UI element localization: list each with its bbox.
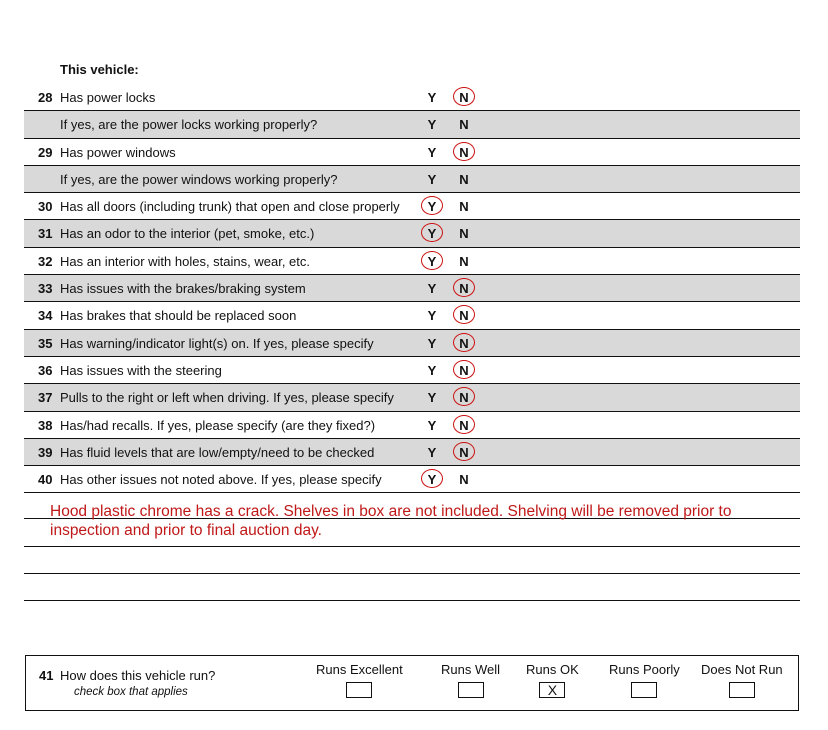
question-list bbox=[24, 84, 800, 493]
option-checkbox[interactable] bbox=[458, 682, 484, 698]
yes-option[interactable]: Y bbox=[427, 144, 437, 160]
question-number: 41 bbox=[39, 668, 54, 683]
yes-option[interactable]: Y bbox=[422, 226, 442, 241]
question-number: 29 bbox=[38, 144, 53, 160]
section-heading: This vehicle: bbox=[60, 62, 139, 77]
option-checkbox[interactable] bbox=[729, 682, 755, 698]
no-option[interactable]: N bbox=[459, 472, 469, 488]
question-number: 36 bbox=[38, 362, 53, 378]
yes-option[interactable]: Y bbox=[427, 117, 437, 133]
handwritten-notes[interactable]: Hood plastic chrome has a crack. Shelves in box are not included. Shelving will be removed prior to inspection and prior to final auction day. bbox=[50, 503, 732, 539]
no-option[interactable]: N bbox=[454, 445, 474, 460]
option-label: Runs Well bbox=[441, 662, 501, 677]
question-row bbox=[24, 193, 800, 220]
no-option[interactable]: N bbox=[454, 281, 474, 296]
question-row bbox=[24, 166, 800, 193]
question-text: Has an interior with holes, stains, wear, etc. bbox=[60, 253, 311, 269]
question-number: 28 bbox=[38, 90, 53, 105]
question-text: How does this vehicle run? bbox=[60, 668, 216, 683]
note-line bbox=[24, 547, 800, 574]
yes-option[interactable]: Y bbox=[427, 390, 437, 406]
question-number: 40 bbox=[38, 472, 53, 488]
question-row bbox=[24, 220, 800, 247]
yes-option[interactable]: Y bbox=[427, 281, 437, 297]
question-text: Has warning/indicator light(s) on. If yes, please specify bbox=[60, 335, 374, 351]
question-row bbox=[24, 384, 800, 411]
question-text: Has/had recalls. If yes, please specify (are they fixed?) bbox=[60, 417, 376, 433]
option-runs-excellent bbox=[316, 662, 403, 701]
option-checkbox[interactable] bbox=[346, 682, 372, 698]
option-label: Runs Excellent bbox=[316, 662, 403, 677]
question-number: 35 bbox=[38, 335, 53, 351]
no-option[interactable]: N bbox=[454, 363, 474, 378]
yes-option[interactable]: Y bbox=[422, 472, 442, 487]
yes-option[interactable]: Y bbox=[427, 90, 437, 105]
option-does-not-run bbox=[701, 662, 783, 701]
question-text: Has all doors (including trunk) that open and close properly bbox=[60, 199, 400, 215]
question-number: 38 bbox=[38, 417, 53, 433]
question-row bbox=[24, 302, 800, 329]
yes-option[interactable]: Y bbox=[427, 362, 437, 378]
yes-option[interactable]: Y bbox=[427, 335, 437, 351]
no-option[interactable]: N bbox=[459, 199, 469, 215]
no-option[interactable]: N bbox=[454, 145, 474, 160]
option-checkbox[interactable]: X bbox=[539, 682, 565, 698]
question-number: 37 bbox=[38, 390, 53, 406]
question-hint: check box that applies bbox=[74, 686, 188, 698]
yes-option[interactable]: Y bbox=[427, 171, 437, 187]
yes-option[interactable]: Y bbox=[427, 417, 437, 433]
question-row bbox=[24, 412, 800, 439]
no-option[interactable]: N bbox=[459, 253, 469, 269]
question-number: 39 bbox=[38, 444, 53, 460]
question-text: Has other issues not noted above. If yes, please specify bbox=[60, 472, 382, 488]
option-label: Runs Poorly bbox=[609, 662, 680, 677]
question-text: Has brakes that should be replaced soon bbox=[60, 308, 297, 324]
question-row bbox=[24, 84, 800, 111]
question-number: 31 bbox=[38, 226, 53, 242]
question-row bbox=[24, 111, 800, 138]
question-number: 30 bbox=[38, 199, 53, 215]
note-line bbox=[24, 574, 800, 601]
run-condition-section bbox=[25, 655, 799, 711]
question-row bbox=[24, 357, 800, 384]
question-number: 34 bbox=[38, 308, 53, 324]
question-text: If yes, are the power locks working properly? bbox=[60, 117, 318, 133]
no-option[interactable]: N bbox=[454, 390, 474, 405]
yes-option[interactable]: Y bbox=[422, 199, 442, 214]
question-row bbox=[24, 248, 800, 275]
question-text: Has issues with the brakes/braking system bbox=[60, 281, 306, 297]
option-label: Runs OK bbox=[526, 662, 579, 677]
option-runs-well bbox=[441, 662, 500, 701]
option-label: Does Not Run bbox=[701, 662, 783, 677]
question-text: Has fluid levels that are low/empty/need to be checked bbox=[60, 444, 375, 460]
question-row bbox=[24, 139, 800, 166]
no-option[interactable]: N bbox=[459, 117, 469, 133]
no-option[interactable]: N bbox=[459, 171, 469, 187]
yes-option[interactable]: Y bbox=[427, 444, 437, 460]
yes-option[interactable]: Y bbox=[427, 308, 437, 324]
question-row bbox=[24, 330, 800, 357]
no-option[interactable]: N bbox=[454, 418, 474, 433]
no-option[interactable]: N bbox=[454, 336, 474, 351]
option-runs-poorly bbox=[609, 662, 680, 701]
question-text: Pulls to the right or left when driving. If yes, please specify bbox=[60, 390, 394, 406]
question-text: Has power locks bbox=[60, 90, 156, 105]
question-row bbox=[24, 439, 800, 466]
option-checkbox[interactable] bbox=[631, 682, 657, 698]
yes-option[interactable]: Y bbox=[422, 254, 442, 269]
no-option[interactable]: N bbox=[454, 90, 474, 105]
no-option[interactable]: N bbox=[459, 226, 469, 242]
no-option[interactable]: N bbox=[454, 308, 474, 323]
question-text: Has an odor to the interior (pet, smoke, etc.) bbox=[60, 226, 315, 242]
question-number: 32 bbox=[38, 253, 53, 269]
question-text: Has issues with the steering bbox=[60, 362, 222, 378]
question-number: 33 bbox=[38, 281, 53, 297]
question-text: If yes, are the power windows working properly? bbox=[60, 171, 338, 187]
question-row bbox=[24, 275, 800, 302]
question-text: Has power windows bbox=[60, 144, 176, 160]
question-row bbox=[24, 466, 800, 493]
option-runs-ok bbox=[526, 662, 579, 698]
